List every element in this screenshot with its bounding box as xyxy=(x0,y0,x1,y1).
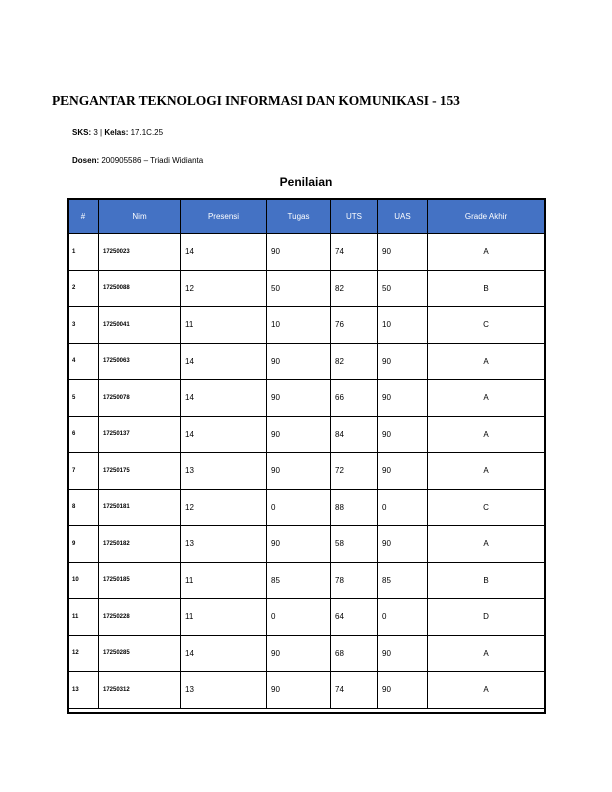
cell-grade: C xyxy=(428,307,545,344)
dosen-label: Dosen: xyxy=(72,156,100,165)
cell-presensi: 14 xyxy=(181,380,267,417)
cell-presensi: 11 xyxy=(181,562,267,599)
cell-uts: 88 xyxy=(331,489,378,526)
cell-grade: B xyxy=(428,562,545,599)
cell-tugas: 0 xyxy=(267,489,331,526)
cell-uts: 84 xyxy=(331,416,378,453)
cell-uts: 82 xyxy=(331,270,378,307)
table-row xyxy=(68,562,545,599)
table-row xyxy=(68,343,545,380)
cell-uts: 64 xyxy=(331,599,378,636)
cell-uts: 58 xyxy=(331,526,378,563)
sks-kelas-line xyxy=(72,128,163,137)
table-row xyxy=(68,453,545,490)
cell-number: 4 xyxy=(68,343,99,380)
cell-number: 3 xyxy=(68,307,99,344)
cell-uas: 90 xyxy=(378,343,428,380)
cell-number: 1 xyxy=(68,234,99,271)
cell-nim: 17250181 xyxy=(99,489,181,526)
table-header-row xyxy=(68,199,545,234)
cell-tugas: 50 xyxy=(267,270,331,307)
header-number: # xyxy=(68,199,99,234)
header-tugas: Tugas xyxy=(267,199,331,234)
cell-uts: 66 xyxy=(331,380,378,417)
header-presensi: Presensi xyxy=(181,199,267,234)
cell-uas: 10 xyxy=(378,307,428,344)
cell-uts: 74 xyxy=(331,234,378,271)
table-row xyxy=(68,270,545,307)
dosen-value: 200905586 – Triadi Widianta xyxy=(101,156,204,165)
cell-grade: A xyxy=(428,416,545,453)
cell-uas: 90 xyxy=(378,526,428,563)
cell-nim: 17250228 xyxy=(99,599,181,636)
cell-presensi: 14 xyxy=(181,416,267,453)
cell-tugas: 10 xyxy=(267,307,331,344)
cell-grade: C xyxy=(428,489,545,526)
cell-number: 2 xyxy=(68,270,99,307)
cell-uas: 90 xyxy=(378,234,428,271)
cell-grade: A xyxy=(428,526,545,563)
cell-presensi: 13 xyxy=(181,672,267,709)
cell-grade: A xyxy=(428,635,545,672)
cell-uas: 90 xyxy=(378,416,428,453)
dosen-line xyxy=(72,156,203,165)
header-nim: Nim xyxy=(99,199,181,234)
document-title: PENGANTAR TEKNOLOGI INFORMASI DAN KOMUNIKASI - 153 xyxy=(52,93,460,108)
cell-uas: 50 xyxy=(378,270,428,307)
cell-tugas: 90 xyxy=(267,672,331,709)
sks-value: 3 xyxy=(93,128,98,137)
cell-number: 11 xyxy=(68,599,99,636)
table-row xyxy=(68,599,545,636)
cell-nim: 17250285 xyxy=(99,635,181,672)
cell-nim: 17250182 xyxy=(99,526,181,563)
sks-label: SKS: xyxy=(72,128,92,137)
cell-nim: 17250312 xyxy=(99,672,181,709)
separator: | xyxy=(100,128,103,137)
cell-uas: 0 xyxy=(378,489,428,526)
cell-nim: 17250041 xyxy=(99,307,181,344)
table-row xyxy=(68,380,545,417)
cell-tugas: 85 xyxy=(267,562,331,599)
cell-grade: A xyxy=(428,343,545,380)
cell-nim: 17250088 xyxy=(99,270,181,307)
cell-presensi: 13 xyxy=(181,526,267,563)
cell-presensi: 11 xyxy=(181,307,267,344)
cell-uas: 90 xyxy=(378,453,428,490)
cell-uas: 90 xyxy=(378,672,428,709)
cell-tugas: 90 xyxy=(267,526,331,563)
section-title: Penilaian xyxy=(279,175,333,189)
cell-tugas: 90 xyxy=(267,416,331,453)
kelas-value: 17.1C.25 xyxy=(130,128,164,137)
cell-number: 7 xyxy=(68,453,99,490)
cell-grade: B xyxy=(428,270,545,307)
cell-tugas: 90 xyxy=(267,635,331,672)
cell-number: 10 xyxy=(68,562,99,599)
cell-uts: 68 xyxy=(331,635,378,672)
cell-uas: 90 xyxy=(378,635,428,672)
cell-number: 12 xyxy=(68,635,99,672)
cell-tugas: 0 xyxy=(267,599,331,636)
cell-nim: 17250137 xyxy=(99,416,181,453)
cell-grade: A xyxy=(428,234,545,271)
table-row xyxy=(68,489,545,526)
cell-tugas: 90 xyxy=(267,453,331,490)
cell-tugas: 90 xyxy=(267,343,331,380)
cell-number: 13 xyxy=(68,672,99,709)
cell-tugas: 90 xyxy=(267,380,331,417)
cell-nim: 17250185 xyxy=(99,562,181,599)
cell-number: 8 xyxy=(68,489,99,526)
kelas-label: Kelas: xyxy=(104,128,129,137)
cell-presensi: 11 xyxy=(181,599,267,636)
cell-tugas: 90 xyxy=(267,234,331,271)
cell-number: 9 xyxy=(68,526,99,563)
cell-grade: D xyxy=(428,599,545,636)
cell-nim: 17250023 xyxy=(99,234,181,271)
table-row xyxy=(68,234,545,271)
cell-nim: 17250175 xyxy=(99,453,181,490)
cell-uas: 85 xyxy=(378,562,428,599)
header-grade-akhir: Grade Akhir xyxy=(428,199,545,234)
cell-uts: 76 xyxy=(331,307,378,344)
table-row xyxy=(68,672,545,709)
cell-number: 6 xyxy=(68,416,99,453)
cell-uas: 0 xyxy=(378,599,428,636)
cell-uas: 90 xyxy=(378,380,428,417)
table-row xyxy=(68,526,545,563)
cell-presensi: 14 xyxy=(181,234,267,271)
cell-presensi: 14 xyxy=(181,343,267,380)
cell-uts: 78 xyxy=(331,562,378,599)
cell-number: 5 xyxy=(68,380,99,417)
cell-presensi: 12 xyxy=(181,489,267,526)
cell-grade: A xyxy=(428,672,545,709)
table-row xyxy=(68,416,545,453)
cell-uts: 82 xyxy=(331,343,378,380)
cell-grade: A xyxy=(428,453,545,490)
cell-presensi: 14 xyxy=(181,635,267,672)
table-row xyxy=(68,635,545,672)
header-uas: UAS xyxy=(378,199,428,234)
cell-uts: 72 xyxy=(331,453,378,490)
header-uts: UTS xyxy=(331,199,378,234)
cell-presensi: 13 xyxy=(181,453,267,490)
cell-uts: 74 xyxy=(331,672,378,709)
cell-nim: 17250078 xyxy=(99,380,181,417)
grades-table xyxy=(67,198,545,709)
cell-presensi: 12 xyxy=(181,270,267,307)
table-row xyxy=(68,307,545,344)
cell-grade: A xyxy=(428,380,545,417)
cell-nim: 17250063 xyxy=(99,343,181,380)
